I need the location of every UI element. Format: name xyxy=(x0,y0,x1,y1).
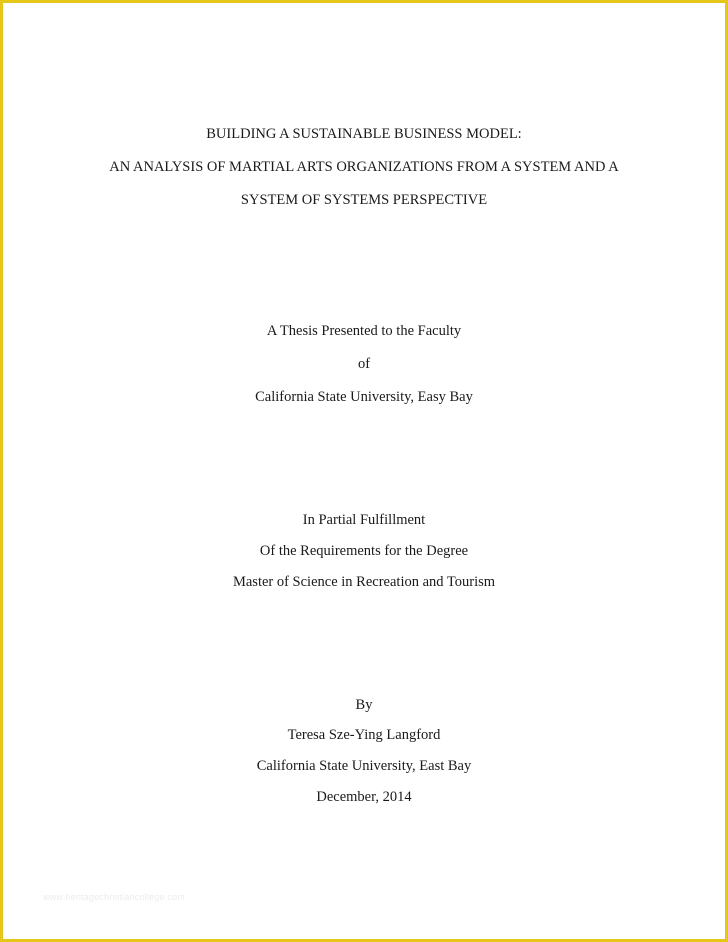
submission-date: December, 2014 xyxy=(316,789,412,805)
author-institution: California State University, East Bay xyxy=(256,758,472,774)
degree-line: Master of Science in Recreation and Tourism xyxy=(232,574,496,590)
presented-of-line: of xyxy=(357,356,371,372)
title-line-2: AN ANALYSIS OF MARTIAL ARTS ORGANIZATIONS FROM A SYSTEM AND A xyxy=(109,159,619,175)
by-line: By xyxy=(355,697,373,713)
title-line-3: SYSTEM OF SYSTEMS PERSPECTIVE xyxy=(240,192,488,208)
watermark-text: www.heritagechristiancollege.com xyxy=(43,892,185,902)
title-line-1: BUILDING A SUSTAINABLE BUSINESS MODEL: xyxy=(206,126,522,142)
faculty-university-line: California State University, Easy Bay xyxy=(255,389,473,405)
author-name: Teresa Sze-Ying Langford xyxy=(287,727,441,743)
presented-to-line: A Thesis Presented to the Faculty xyxy=(266,323,462,339)
fulfillment-line: In Partial Fulfillment xyxy=(302,512,426,528)
requirements-line: Of the Requirements for the Degree xyxy=(259,543,469,559)
